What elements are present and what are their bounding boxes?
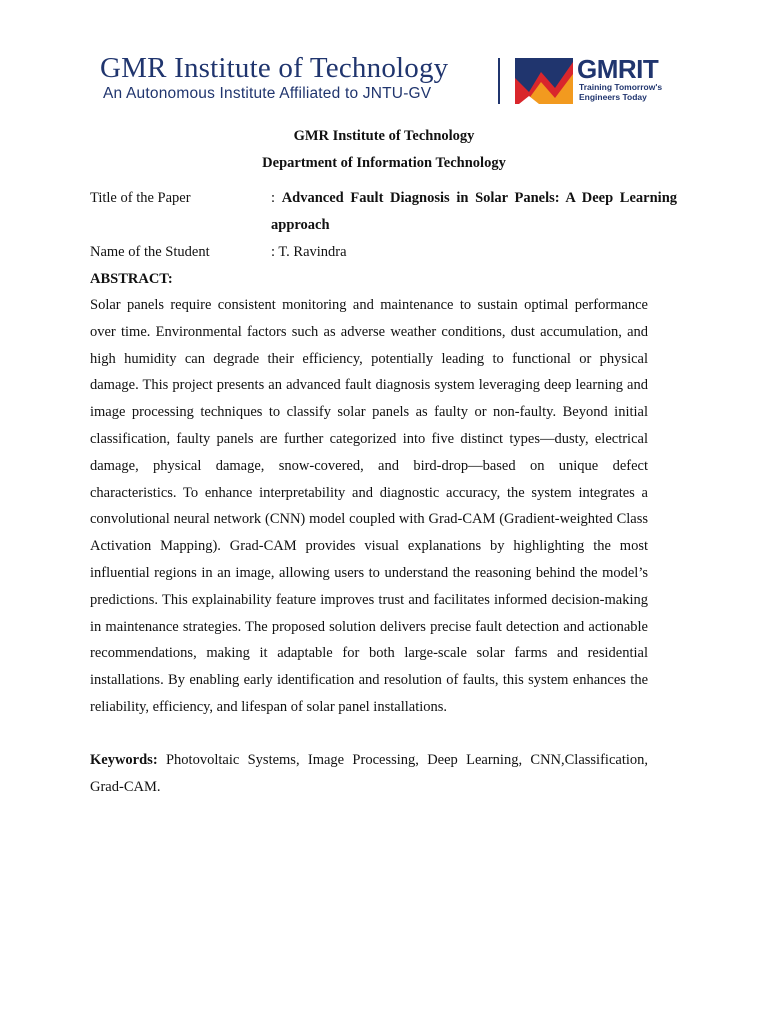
banner-institute-subtitle: An Autonomous Institute Affiliated to JNTU-GV [103, 85, 432, 102]
abstract-body: Solar panels require consistent monitoring and maintenance to sustain optimal performance over time. Environmental factors such as adverse weather conditions, dust accumulation, and high humidity can degrade their efficiency, potentially leading to functional or physical damage. This project presents an advanced fault diagnosis system leveraging deep learning and image processing techniques to classify solar panels as faulty or non-faulty. Beyond initial classification, faulty panels are further categorized into five distinct types—dusty, electrical damage, physical damage, snow-covered, and bird-drop—based on unique defect characteristics. To enhance interpretability and diagnostic accuracy, the system integrates a convolutional neural network (CNN) model coupled with Grad-CAM (Gradient-weighted Class Activation Mapping). Grad-CAM provides visual explanations by highlighting the most influential regions in an image, allowing users to understand the reasoning behind the model’s predictions. This explainability feature improves trust and facilitates informed decision-making in maintenance strategies. The proposed solution delivers precise fault detection and actionable recommendations, making it adaptable for both large-scale solar farms and residential installations. By enabling early identification and resolution of faults, this system enhances the reliability, efficiency, and lifespan of solar panel installations. [90, 297, 648, 715]
keywords-label: Keywords: [90, 752, 158, 768]
banner-logo-tagline: Training Tomorrow's Engineers Today [579, 82, 663, 102]
banner-divider [498, 58, 500, 104]
banner-logo-wordmark: GMRIT [577, 54, 659, 84]
paper-title-label: Title of the Paper [90, 190, 191, 206]
department-heading: Department of Information Technology [262, 155, 506, 171]
gmrit-logo-icon [515, 58, 573, 104]
banner-institute-name: GMR Institute of Technology [100, 52, 449, 84]
paper-title-text: Advanced Fault Diagnosis in Solar Panels: A Deep Learning approach [271, 190, 678, 233]
institute-banner [100, 52, 675, 108]
keywords-value: Photovoltaic Systems, Image Processing, Deep Learning, CNN,Classification, Grad-CAM. [90, 752, 648, 795]
institute-heading: GMR Institute of Technology [293, 128, 475, 144]
keywords-paragraph [90, 747, 648, 801]
student-name-label: Name of the Student [90, 244, 210, 260]
abstract-heading: ABSTRACT: [90, 271, 173, 287]
paper-title-value [271, 185, 677, 239]
paper-title-prefix: : [271, 190, 282, 206]
student-name-value: : T. Ravindra [271, 244, 347, 260]
